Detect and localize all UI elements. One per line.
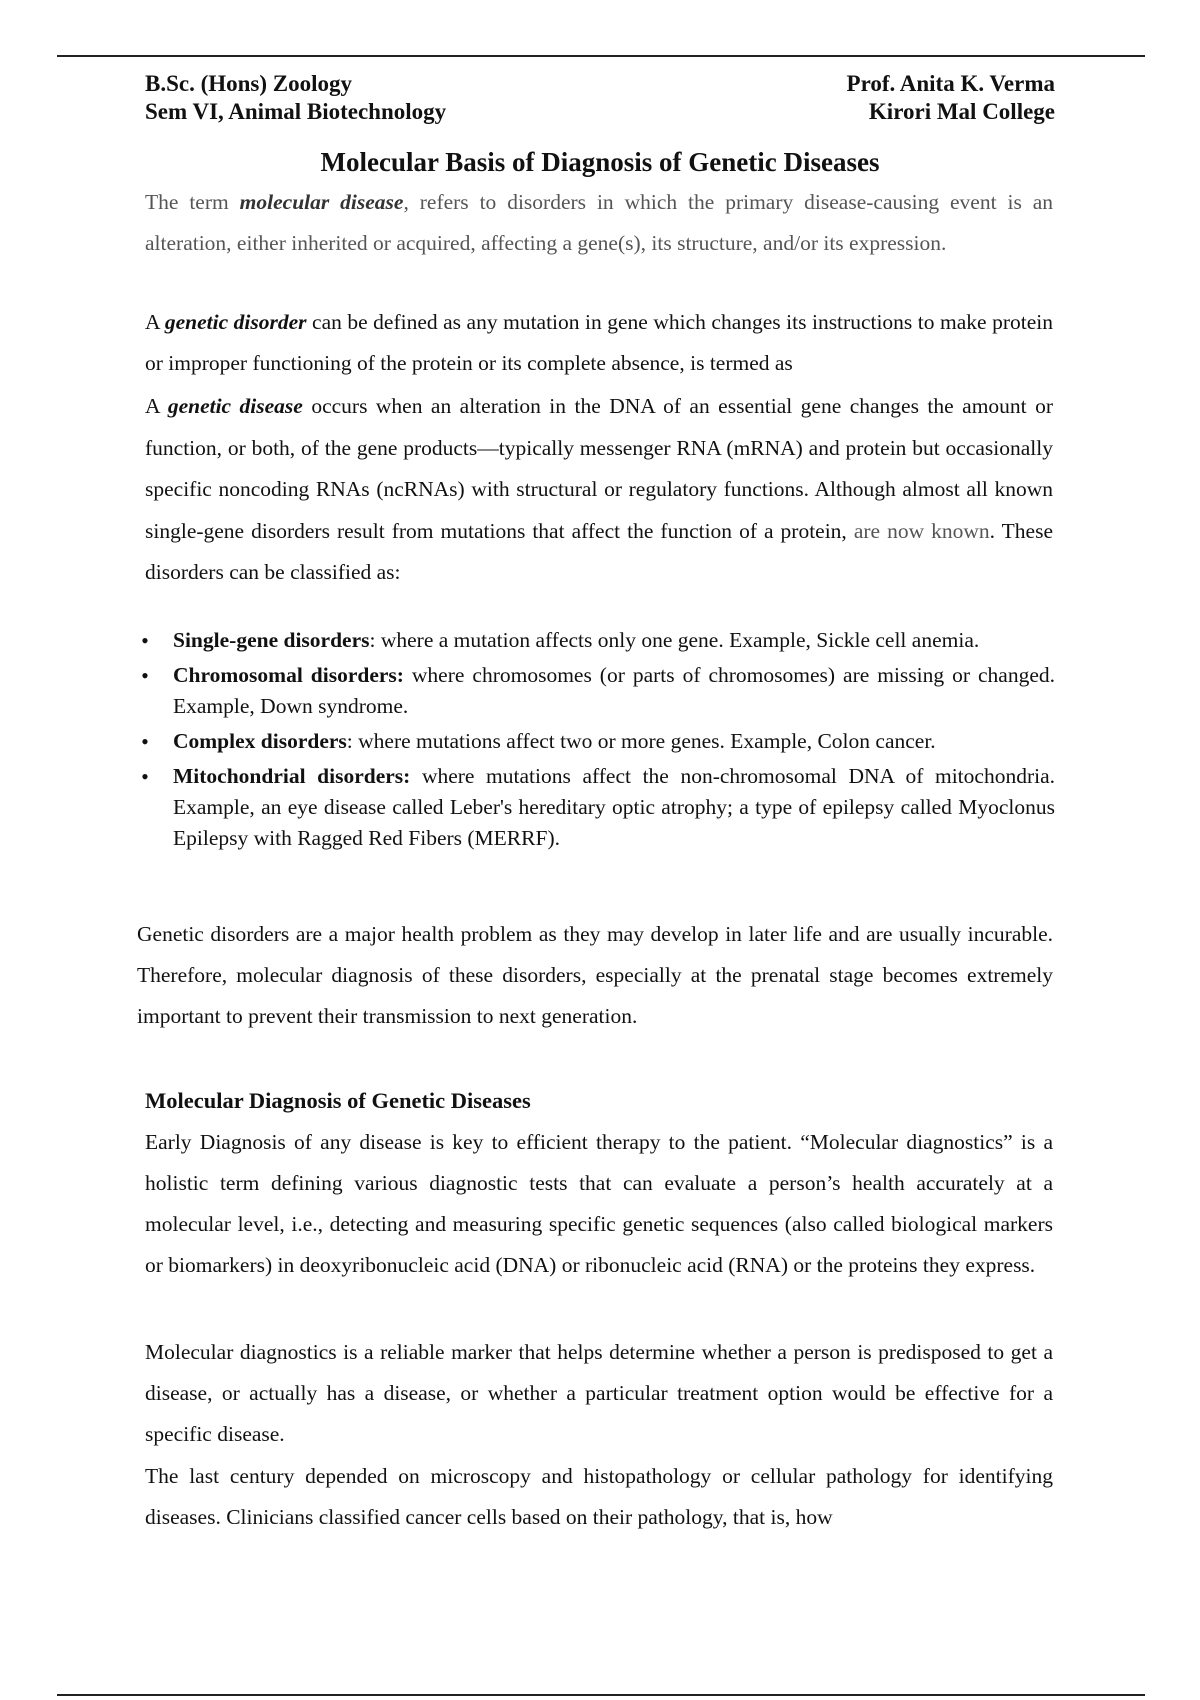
intro-paragraph-2: A genetic disorder can be defined as any mutation in gene which changes its instructions to make protein or improper functioning of the protein or its complete absence, is termed as bbox=[145, 310, 1053, 375]
list-item: • Single-gene disorders: where a mutation affects only one gene. Example, Sickle cell anemia. bbox=[141, 628, 980, 653]
term-genetic-disease: genetic disease bbox=[167, 394, 303, 418]
term-molecular-disease: molecular disease bbox=[239, 190, 404, 214]
list-item: • Complex disorders: where mutations affect two or more genes. Example, Colon cancer. bbox=[141, 729, 936, 754]
section-paragraph-1: Early Diagnosis of any disease is key to efficient therapy to the patient. “Molecular diagnostics” is a holistic term defining various diagnostic tests that can evaluate a person’s health accurately at a molecular level, i.e., detecting and measuring specific genetic sequences (also called biological markers or biomarkers) in deoxyribonucleic acid (DNA) or ribonucleic acid (RNA) or the proteins they express. bbox=[145, 1130, 1053, 1277]
page-title: Molecular Basis of Diagnosis of Genetic Diseases bbox=[320, 147, 880, 177]
bottom-rule bbox=[57, 1694, 1145, 1696]
intro-paragraph-3: A genetic disease occurs when an alteration in the DNA of an essential gene changes the amount or function, or both, of the gene products—typically messenger RNA (mRNA) and protein but occasionally specific noncoding RNAs (ncRNAs) with structural or regulatory functions. Although almost all known single-gene disorders result from mutations that affect the function of a protein, are now known. These disorders can be classified as: bbox=[145, 394, 1054, 584]
semester-name: Sem VI, Animal Biotechnology bbox=[145, 99, 447, 124]
header-left bbox=[145, 70, 446, 126]
top-rule bbox=[57, 55, 1145, 57]
disorder-list bbox=[135, 625, 1055, 858]
intro-paragraph-1: The term molecular disease, refers to disorders in which the primary disease-causing event is an alteration, either inherited or acquired, affecting a gene(s), its structure, and/or its expression. bbox=[145, 190, 1054, 255]
list-item: • Chromosomal disorders: where chromosomes (or parts of chromosomes) are missing or changed. Example, Down syndrome. bbox=[141, 663, 1055, 718]
header-right bbox=[847, 70, 1055, 126]
summary-paragraph: Genetic disorders are a major health problem as they may develop in later life and are usually incurable. Therefore, molecular diagnosis of these disorders, especially at the prenatal stage becomes extremely important to prevent their transmission to next generation. bbox=[137, 922, 1053, 1028]
section-heading: Molecular Diagnosis of Genetic Diseases bbox=[145, 1088, 531, 1113]
course-name: B.Sc. (Hons) Zoology bbox=[145, 71, 353, 96]
term-genetic-disorder: genetic disorder bbox=[164, 310, 307, 334]
section-paragraph-3: The last century depended on microscopy and histopathology or cellular pathology for identifying diseases. Clinicians classified cancer cells based on their pathology, that is, how bbox=[145, 1464, 1053, 1529]
list-item: • Mitochondrial disorders: where mutations affect the non-chromosomal DNA of mitochondria. Example, an eye disease called Leber's hereditary optic atrophy; a type of epilepsy called Myoclonus Epilepsy with Ragged Red Fibers (MERRF). bbox=[141, 764, 1055, 850]
college-name: Kirori Mal College bbox=[868, 99, 1055, 124]
section-paragraph-2: Molecular diagnostics is a reliable marker that helps determine whether a person is predisposed to get a disease, or actually has a disease, or whether a particular treatment option would be effective for a specific disease. bbox=[145, 1340, 1053, 1446]
author-name: Prof. Anita K. Verma bbox=[846, 71, 1055, 96]
